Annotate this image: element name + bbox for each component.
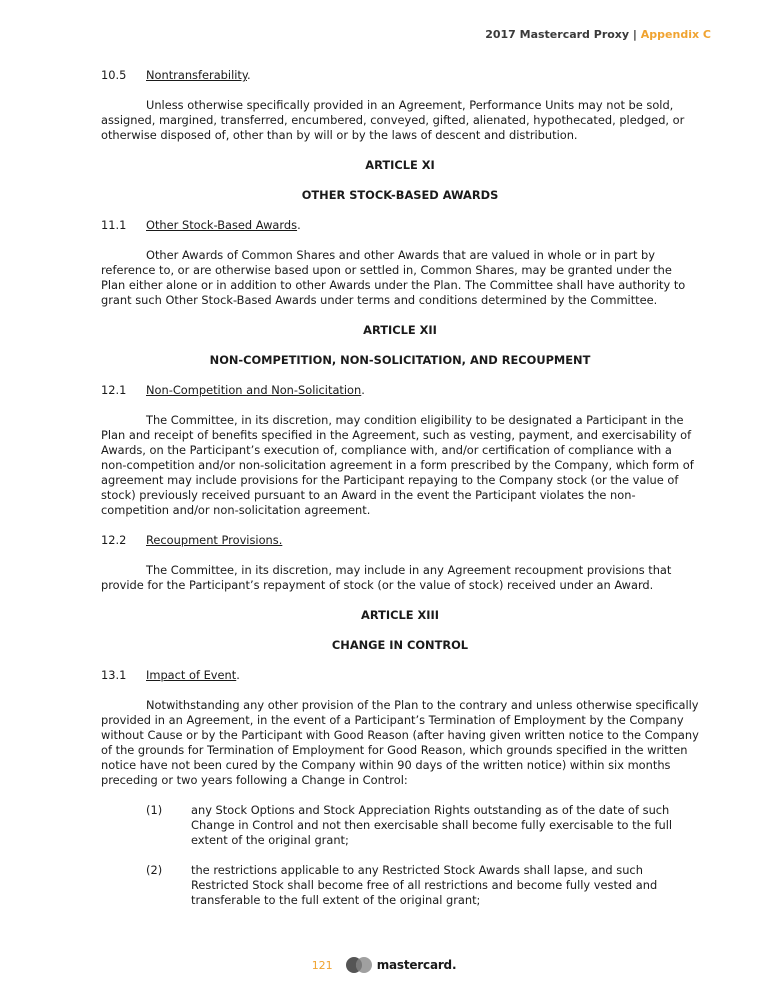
list-item-marker: (2) [146,863,163,877]
paragraph: The Committee, in its discretion, may condition eligibility to be designated a Participant in the Plan and receipt of benefits specified in the Agreement, such as vesting, payment, and exercisability of Awards, on the Participant’s execution of, compliance with, and/or certification of compliance with a non-competition and/or non-solicitation agreement in a form prescribed by the Company, which form of agreement may include provisions for the Participant repaying to the Company stock (or the value of stock) previously received pursuant to an Award in the event the Participant violates the non-competition and/or non-solicitation agreement. [101,413,694,517]
section-title-period: . [246,68,251,82]
section-title: Non-Competition and Non-Solicitation [146,383,362,397]
brand-name [377,958,457,972]
section-13-1 [101,668,699,683]
list-item-marker: (1) [146,803,163,817]
article-title: OTHER STOCK-BASED AWARDS [301,188,499,202]
article-title: CHANGE IN CONTROL [331,638,469,652]
mastercard-circles-icon [345,956,373,974]
section-12-1 [101,383,699,398]
section-title: Nontransferability [146,68,247,82]
list-item [101,803,699,848]
section-11-1 [101,218,699,233]
paragraph: Unless otherwise specifically provided in an Agreement, Performance Units may not be sold, assigned, margined, transferred, encumbered, conveyed, gifted, alienated, hypothecated, pledged, or otherwise disposed of, other than by will or by the laws of descent and distribution. [101,98,685,142]
mastercard-logo [345,956,457,974]
page-number: 121 [311,958,333,972]
header-separator: | [632,28,637,41]
paragraph: Other Awards of Common Shares and other Awards that are valued in whole or in part by reference to, or are otherwise based upon or settled in, Common Shares, may be granted under the Plan either alone or in addition to other Awards under the Plan. The Committee shall have authority to grant such Other Stock-Based Awards under terms and conditions determined by the Committee. [101,248,686,307]
paragraph: The Committee, in its discretion, may include in any Agreement recoupment provisions that provide for the Participant’s repayment of stock (or the value of stock) received under an Award. [101,563,672,592]
section-title-period: . [361,383,365,397]
section-number: 11.1 [101,218,127,232]
section-number: 10.5 [101,68,127,82]
article-label: ARTICLE XI [365,158,435,172]
section-number: 12.2 [101,533,127,547]
list-item [101,863,699,908]
list-item-text: the restrictions applicable to any Restricted Stock Awards shall lapse, and such Restricted Stock shall become free of all restrictions and become fully vested and transferable to the full extent of the original grant; [191,863,658,907]
paragraph: Notwithstanding any other provision of the Plan to the contrary and unless otherwise specifically provided in an Agreement, in the event of a Participant’s Termination of Employment by the Company without Cause or by the Participant with Good Reason (after having given written notice to the Company of the grounds for Termination of Employment for Good Reason, which grounds specified in the written notice have not been cured by the Company within 90 days of the written notice) within six months preceding or two years following a Change in Control: [101,698,699,787]
section-number: 13.1 [101,668,127,682]
section-title-period: . [236,668,240,682]
header-section: Appendix C [640,28,711,41]
section-title: Recoupment Provisions. [146,533,283,547]
document-body [101,68,699,923]
list-item-text: any Stock Options and Stock Appreciation Rights outstanding as of the date of such Change in Control and not then exercisable shall become fully exercisable to the full extent of the original grant; [191,803,673,847]
page-footer [0,956,768,974]
brand-text: mastercard [376,958,452,972]
section-12-2 [101,533,699,548]
section-title-period: . [297,218,301,232]
article-label: ARTICLE XII [363,323,437,337]
article-title: NON-COMPETITION, NON-SOLICITATION, AND RECOUPMENT [209,353,591,367]
section-number: 12.1 [101,383,127,397]
page-header [485,28,711,41]
article-label: ARTICLE XIII [361,608,439,622]
brand-mark: . [451,958,457,972]
section-title: Other Stock-Based Awards [146,218,298,232]
section-10-5 [101,68,699,83]
section-title: Impact of Event [146,668,237,682]
header-title: 2017 Mastercard Proxy [485,28,630,41]
